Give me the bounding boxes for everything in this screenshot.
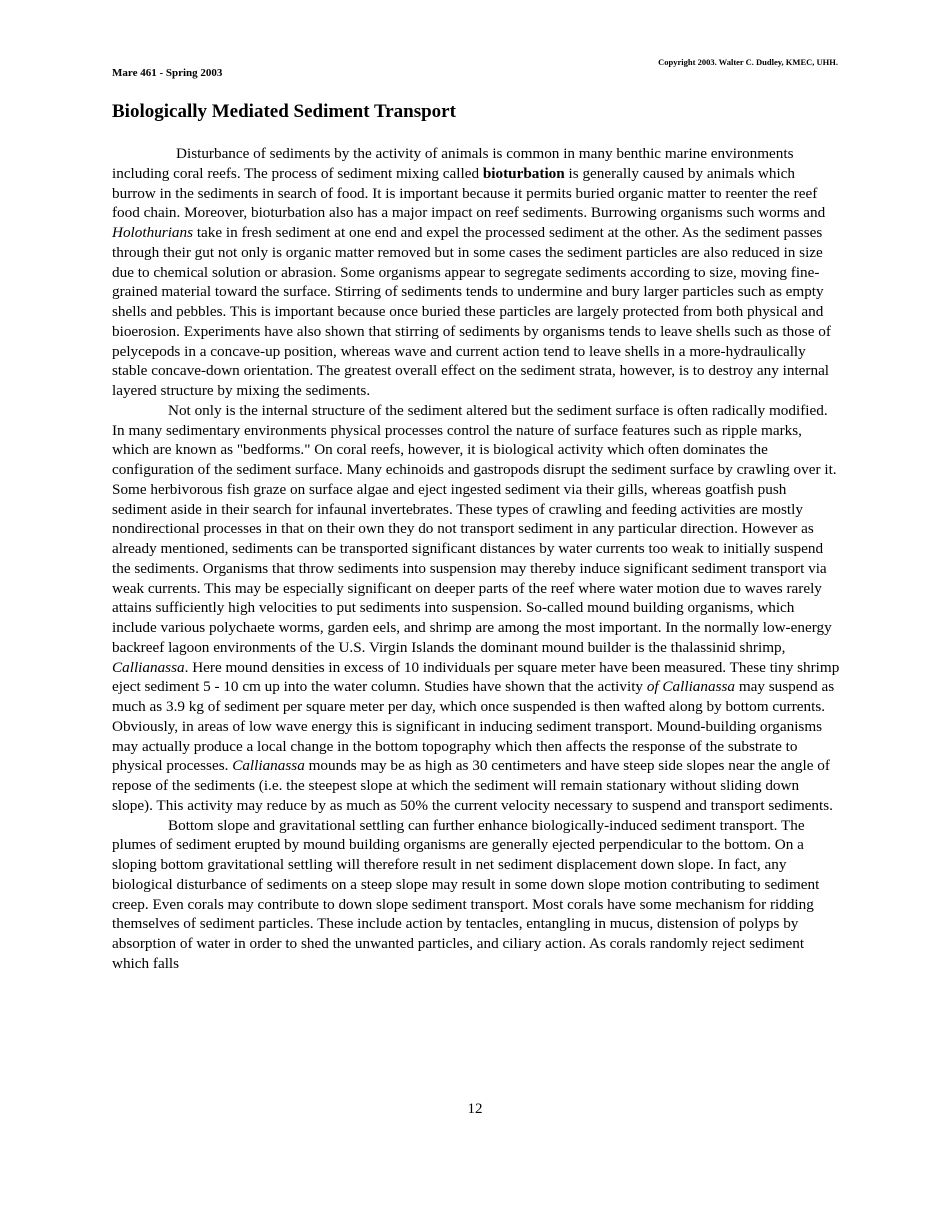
paragraph-1: [112, 144, 842, 401]
copyright-notice: Copyright 2003. Walter C. Dudley, KMEC, UHH.: [658, 57, 838, 67]
p2-run: mounds may be as high as 30 centimeters and have steep side slopes near the angle of repose of the sediments (i.e. the steepest slope at which the sediment will remain stationary without sliding down slope). This activity may reduce by as much as 50% the current velocity necessary to suspend and transport sediments.: [112, 757, 833, 814]
body-text: [112, 144, 842, 974]
course-label: Mare 461 - Spring 2003: [112, 67, 223, 79]
bioturbation-term: bioturbation: [482, 164, 565, 182]
p2-run: . Here mound densities in excess of 10 individuals per square meter have been measured. These tiny shrimp eject sediment 5 - 10 cm up into the water column. Studies have shown that the activity: [112, 658, 840, 696]
paragraph-3: [112, 816, 842, 974]
p1-run: take in fresh sediment at one end and expel the processed sediment at the other. As the sediment passes through their gut not only is organic matter removed but in some cases the sediment particles are also reduced in size due to chemical solution or abrasion. Some organisms appear to segregate sediments according to size, moving fine-grained material toward the surface. Stirring of sediments tends to undermine and bury larger particles such as empty shells and pebbles. This is important because once buried these particles are largely protected from both physical and bioerosion. Experiments have also shown that stirring of sediments by organisms tends to leave shells such as those of pelycepods in a concave-up position, whereas wave and current action tend to leave shells in a more-hydraulically stable concave-down orientation. The greatest overall effect on the sediment strata, however, is to destroy any internal layered structure by mixing the sediments.: [112, 224, 831, 399]
paragraph-2: [112, 401, 842, 816]
p1-run: is generally caused by animals which burrow in the sediments in search of food. It is important because it permits buried organic matter to reenter the reef food chain. Moreover, bioturbation also has a major impact on reef sediments. Burrowing organisms such worms and: [112, 164, 826, 222]
p1-run: Disturbance of sediments by the activity of animals is common in many benthic marine environments including coral reefs. The process of sediment mixing called: [112, 145, 794, 182]
p2-run: Not only is the internal structure of the sediment altered but the sediment surface is often radically modified. In many sedimentary environments physical processes control the nature of surface features such as ripple marks, which are known as "bedforms." On coral reefs, however, it is biological activity which often dominates the configuration of the sediment surface. Many echinoids and gastropods disrupt the sediment surface by crawling over it. Some herbivorous fish graze on surface algae and eject ingested sediment via their gills, whereas goatfish push sediment aside in their search for infaunal invertebrates. These types of crawling and feeding activities are mostly nondirectional processes in that on their own they do not transport sediment in any particular direction. However as already mentioned, sediments can be transported significant distances by water currents too weak to initially suspend the sediments. Organisms that throw sediments into suspension may thereby induce significant sediment transport via weak currents. This may be especially significant on deeper parts of the reef where water motion due to waves rarely attains sufficiently high velocities to put sediments into suspension. So-called mound building organisms, which include various polychaete worms, garden eels, and shrimp are among the most important. In the normally low-energy backreef lagoon environments of the U.S. Virgin Islands the dominant mound builder is the thalassinid shrimp,: [112, 401, 837, 656]
p2-run: may suspend as much as 3.9 kg of sediment per square meter per day, which once suspended is then wafted along by bottom currents. Obviously, in areas of low wave energy this is significant in inducing sediment transport. Mound-building organisms may actually produce a local change in the bottom topography which then affects the response of the substrate to physical processes.: [112, 678, 835, 775]
callianassa-term: of Callianassa: [646, 678, 736, 696]
holothurians-term: Holothurians: [112, 224, 194, 241]
p3-run: Bottom slope and gravitational settling can further enhance biologically-induced sediment transport. The plumes of sediment erupted by mound building organisms are generally ejected perpendicular to the bottom. On a sloping bottom gravitational settling will therefore result in net sediment displacement down slope. In fact, any biological disturbance of sediments on a steep slope may result in some down slope motion contributing to sediment creep. Even corals may contribute to down slope sediment transport. Most corals have some mechanism for ridding themselves of sediment particles. These include action by tentacles, entangling in mucus, distension of polyps by absorption of water in order to shed the unwanted particles, and ciliary action. As corals randomly reject sediment which falls: [112, 816, 820, 972]
callianassa-term: Callianassa: [112, 658, 185, 676]
callianassa-term: Callianassa: [232, 757, 305, 775]
page-number: 12: [467, 1101, 483, 1117]
page-title: Biologically Mediated Sediment Transport: [112, 101, 456, 122]
